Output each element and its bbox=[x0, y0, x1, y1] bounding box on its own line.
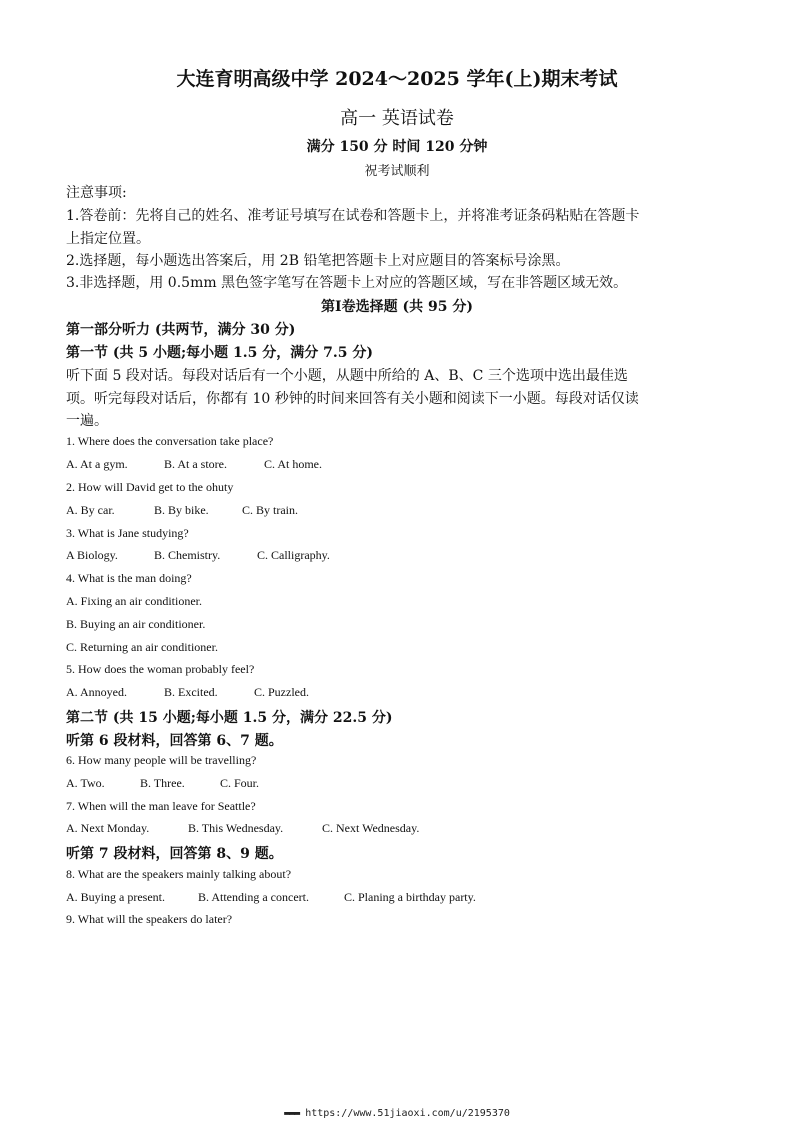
question-7: 7. When will the man leave for Seattle? bbox=[66, 799, 256, 813]
volume-1-title: 第Ⅰ卷选择题 (共 95 分) bbox=[321, 299, 473, 315]
q7-option-a: A. Next Monday. bbox=[66, 821, 150, 835]
q1-option-c: C. At home. bbox=[264, 457, 323, 471]
notice-item-1: 1.答卷前：先将自己的姓名、准考证号填写在试卷和答题卡上，并将准考证条码粘贴在答题卡 bbox=[66, 208, 640, 224]
question-3: 3. What is Jane studying? bbox=[66, 526, 189, 540]
q6-option-c: C. Four. bbox=[220, 776, 260, 790]
instruction-line-1: 听下面 5 段对话。每段对话后有一个小题，从题中所给的 A、B、C 三个选项中选出最佳选 bbox=[66, 368, 628, 384]
q5-option-c: C. Puzzled. bbox=[254, 685, 309, 699]
q2-option-c: C. By train. bbox=[242, 503, 298, 517]
section-2-title: 第二节 (共 15 小题;每小题 1.5 分，满分 22.5 分) bbox=[66, 710, 393, 726]
question-2-options bbox=[66, 503, 298, 518]
notice-item-3: 3.非选择题，用 0.5mm 黑色签字笔写在答题卡上对应的答题区域，写在非答题区域无效。 bbox=[66, 275, 628, 291]
material-6-note: 听第 6 段材料，回答第 6、7 题。 bbox=[66, 733, 283, 749]
footer-watermark bbox=[0, 1108, 794, 1119]
section-1-title: 第一节 (共 5 小题;每小题 1.5 分，满分 7.5 分) bbox=[66, 345, 373, 361]
question-1: 1. Where does the conversation take place? bbox=[66, 434, 274, 448]
exam-subject: 高一 英语试卷 bbox=[340, 108, 454, 129]
notice-item-1-cont: 上指定位置。 bbox=[66, 231, 150, 247]
question-6: 6. How many people will be travelling? bbox=[66, 753, 257, 767]
question-2: 2. How will David get to the ohuty bbox=[66, 480, 234, 494]
q5-option-a: A. Annoyed. bbox=[66, 685, 127, 699]
q4-option-c: C. Returning an air conditioner. bbox=[66, 640, 218, 654]
notice-heading: 注意事项: bbox=[66, 185, 127, 201]
q4-option-a: A. Fixing an air conditioner. bbox=[66, 594, 202, 608]
score-time: 满分 150 分 时间 120 分钟 bbox=[306, 139, 488, 155]
question-5: 5. How does the woman probably feel? bbox=[66, 662, 255, 676]
question-8: 8. What are the speakers mainly talking about? bbox=[66, 867, 292, 881]
q6-option-b: B. Three. bbox=[140, 776, 185, 790]
question-4: 4. What is the man doing? bbox=[66, 571, 192, 585]
watermark-mark-icon: ▬▬▬ bbox=[284, 1108, 300, 1119]
instruction-line-2: 项。听完每段对话后，你都有 10 秒钟的时间来回答有关小题和阅读下一小题。每段对话仅读 bbox=[66, 391, 639, 407]
q4-option-b: B. Buying an air conditioner. bbox=[66, 617, 206, 631]
q5-option-b: B. Excited. bbox=[164, 685, 218, 699]
q7-option-c: C. Next Wednesday. bbox=[322, 821, 420, 835]
q2-option-b: B. By bike. bbox=[154, 503, 209, 517]
q8-option-b: B. Attending a concert. bbox=[198, 890, 309, 904]
q2-option-a: A. By car. bbox=[66, 503, 115, 517]
q7-option-b: B. This Wednesday. bbox=[188, 821, 284, 835]
exam-title: 大连育明高级中学 2024～2025 学年(上)期末考试 bbox=[176, 68, 618, 90]
material-7-note: 听第 7 段材料，回答第 8、9 题。 bbox=[66, 846, 283, 862]
question-1-options bbox=[66, 457, 322, 472]
question-6-options bbox=[66, 776, 259, 791]
q3-option-a: A Biology. bbox=[66, 548, 118, 562]
q1-option-b: B. At a store. bbox=[164, 457, 227, 471]
question-8-options bbox=[66, 890, 476, 905]
footer-url[interactable]: https://www.51jiaoxi.com/u/2195370 bbox=[305, 1108, 510, 1119]
q6-option-a: A. Two. bbox=[66, 776, 105, 790]
q1-option-a: A. At a gym. bbox=[66, 457, 128, 471]
question-7-options bbox=[66, 821, 419, 836]
question-3-options bbox=[66, 548, 330, 563]
question-5-options bbox=[66, 685, 309, 700]
q3-option-c: C. Calligraphy. bbox=[257, 548, 330, 562]
good-luck-note: 祝考试顺利 bbox=[364, 164, 430, 179]
q8-option-a: A. Buying a present. bbox=[66, 890, 165, 904]
q3-option-b: B. Chemistry. bbox=[154, 548, 221, 562]
q8-option-c: C. Planing a birthday party. bbox=[344, 890, 476, 904]
part-1-title: 第一部分听力 (共两节，满分 30 分) bbox=[66, 322, 296, 338]
instruction-line-3: 一遍。 bbox=[66, 413, 108, 429]
question-9: 9. What will the speakers do later? bbox=[66, 912, 233, 926]
notice-item-2: 2.选择题，每小题选出答案后，用 2B 铅笔把答题卡上对应题目的答案标号涂黑。 bbox=[66, 253, 570, 269]
